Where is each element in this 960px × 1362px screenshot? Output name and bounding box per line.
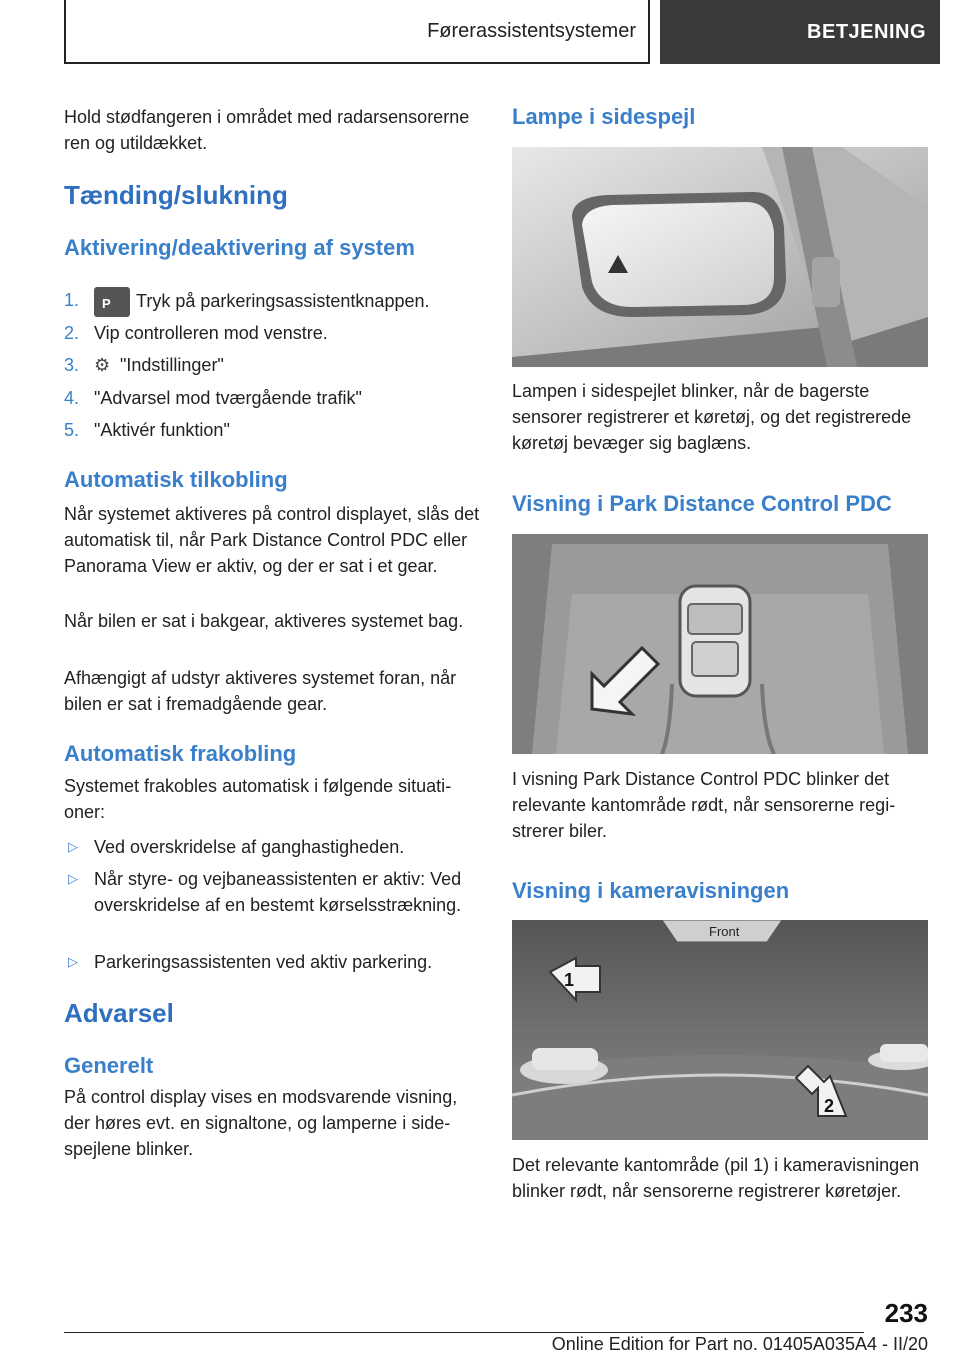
heading-advarsel: Advarsel xyxy=(64,998,174,1028)
header-section xyxy=(64,0,650,64)
bullet-text: Ved overskridelse af ganghastigheden. xyxy=(94,837,405,857)
pdc-view-image xyxy=(512,534,928,754)
page-number: 233 xyxy=(884,1298,928,1328)
step-text: "Advarsel mod tværgående trafik" xyxy=(94,388,362,408)
camera-view-image xyxy=(512,920,928,1140)
bullet-text: Når styre- og vejbaneassistenten er aktiv: Ved overskridelse af en bestemt kørselsstrækning. xyxy=(94,869,462,915)
step-text: "Aktivér funktion" xyxy=(94,420,230,440)
arrow-label-2: 2 xyxy=(824,1096,835,1116)
step-number: 5. xyxy=(64,420,80,440)
bullet-text: Parkeringsassistenten ved aktiv parkering. xyxy=(94,952,433,972)
section-title: Førerassistentsystemer xyxy=(427,19,636,42)
frakobling-intro: Systemet frakobles automatisk i følgende situationer: xyxy=(64,776,452,822)
edition-footer: Online Edition for Part no. 01405A035A4 - II/20 xyxy=(551,1334,928,1354)
step-number: 3. xyxy=(64,355,80,375)
footer-divider xyxy=(64,1332,864,1333)
step-text: Tryk på parkeringsassistentknappen. xyxy=(136,290,430,311)
step-number: 2. xyxy=(64,323,80,343)
heading-taending: Tænding/slukning xyxy=(64,180,288,210)
step-text: "Indstillinger" xyxy=(120,355,224,375)
tilkobling-paragraph-1: Når systemet aktiveres på control displayet, slås det automatisk til, når Park Distance Control PDC eller Panorama View er aktiv, og der er sat i et gear. xyxy=(64,504,480,576)
heading-aktivering: Aktivering/deaktivering af system xyxy=(64,235,415,260)
tilkobling-paragraph-3: Afhængigt af udstyr aktiveres systemet foran, når bilen er sat i fremadgående gear. xyxy=(64,668,457,714)
heading-kamera: Visning i kameravisningen xyxy=(512,878,790,903)
side-mirror-image xyxy=(512,147,928,367)
step-number: 1. xyxy=(64,290,80,310)
front-label: Front xyxy=(709,924,740,939)
intro-paragraph: Hold stødfangeren i området med radarsensorerne ren og utildækket. xyxy=(64,107,470,153)
lampe-paragraph: Lampen i sidespejlet blinker, når de bagerste sensorer registrerer et køretøj, og det registrerede køretøj bevæger sig baglæns. xyxy=(512,381,912,453)
heading-frakobling: Automatisk frakobling xyxy=(64,741,297,766)
kamera-paragraph: Det relevante kantområde (pil 1) i kameravisningen blinker rødt, når sensorerne registrerer køretøjer. xyxy=(512,1155,920,1201)
generelt-paragraph: På control display vises en modsvarende visning, der høres evt. en signaltone, og lamperne i sidespejlene blinker. xyxy=(64,1087,458,1159)
arrow-label-1: 1 xyxy=(564,970,575,990)
triangle-bullet-icon: ▷ xyxy=(68,871,78,886)
step-number: 4. xyxy=(64,388,80,408)
settings-gear-icon: ⚙ xyxy=(94,355,111,375)
step-text: Vip controlleren mod venstre. xyxy=(94,323,328,343)
tilkobling-paragraph-2: Når bilen er sat i bakgear, aktiveres systemet bag. xyxy=(64,611,464,631)
heading-lampe: Lampe i sidespejl xyxy=(512,104,696,129)
triangle-bullet-icon: ▷ xyxy=(68,954,78,969)
triangle-bullet-icon: ▷ xyxy=(68,839,78,854)
heading-pdc: Visning i Park Distance Control PDC xyxy=(512,491,892,516)
heading-tilkobling: Automatisk tilkobling xyxy=(64,467,288,492)
header-chapter xyxy=(660,0,940,64)
heading-generelt: Generelt xyxy=(64,1053,154,1078)
pdc-paragraph: I visning Park Distance Control PDC blinker det relevante kantområde rødt, når sensorerne registrerer biler. xyxy=(512,769,896,841)
parking-assist-button-icon: P xyxy=(94,287,130,317)
chapter-title: BETJENING xyxy=(807,20,926,43)
